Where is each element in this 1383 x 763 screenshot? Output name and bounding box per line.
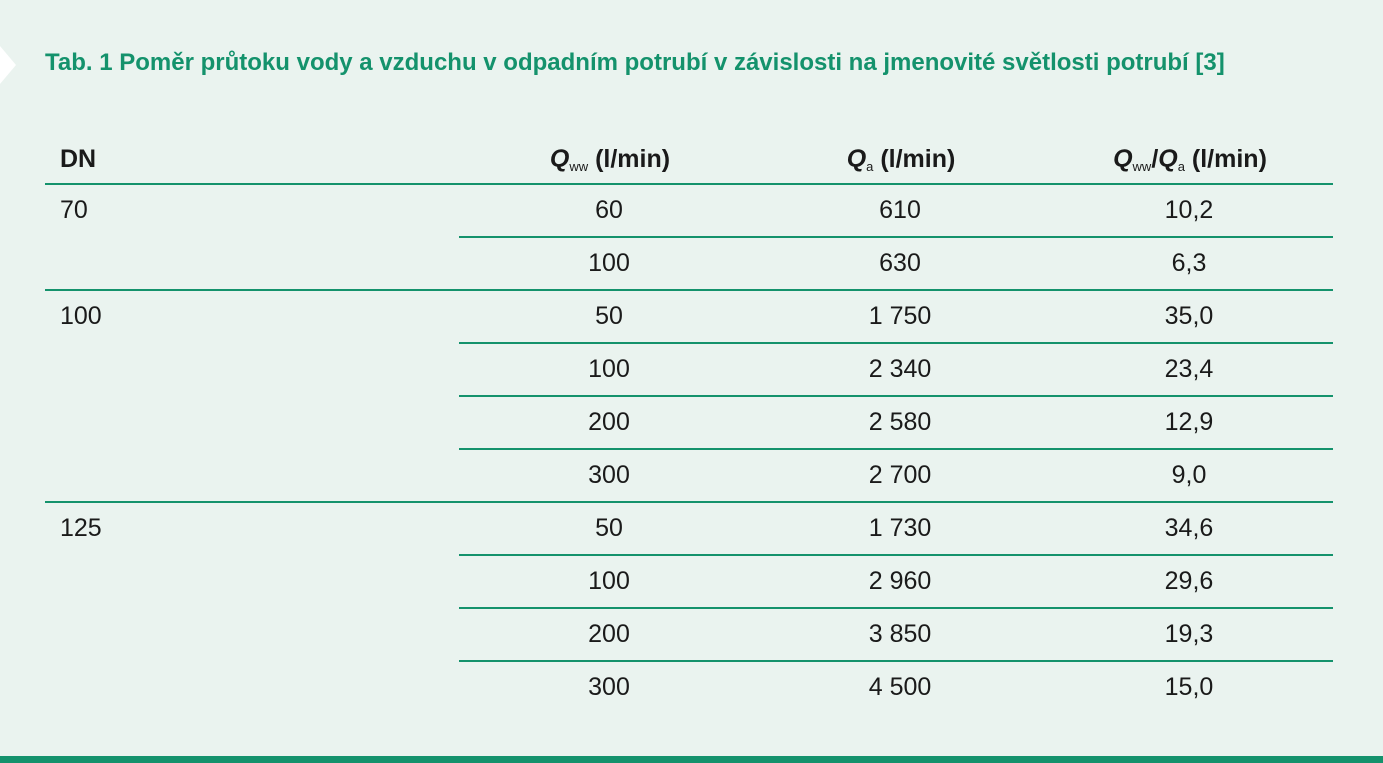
table-row	[459, 236, 1333, 289]
header-qww-unit: (l/min)	[588, 145, 671, 173]
header-ratio-symbol-1: Q	[1113, 145, 1133, 173]
table-row	[459, 448, 1333, 501]
qww-cell: 100	[588, 355, 630, 383]
ratio-cell: 12,9	[1164, 408, 1214, 436]
qww-cell: 100	[588, 567, 630, 595]
header-ratio-subscript-2: a	[1177, 159, 1185, 174]
bottom-accent-bar	[0, 756, 1383, 763]
header-qww-subscript: ww	[569, 159, 589, 174]
flow-ratio-table	[45, 131, 1333, 713]
header-qa-subscript: a	[866, 159, 874, 174]
header-ratio-subscript-1: ww	[1132, 159, 1152, 174]
qa-cell: 1 750	[868, 302, 932, 330]
ratio-cell: 6,3	[1171, 249, 1207, 277]
header-ratio	[1090, 141, 1290, 177]
table-row	[459, 291, 1333, 342]
table-row	[459, 660, 1333, 713]
qa-cell: 630	[879, 249, 921, 277]
qww-cell: 60	[595, 196, 623, 224]
qww-cell: 50	[595, 514, 623, 542]
header-qa-unit: (l/min)	[873, 145, 956, 173]
qww-cell: 50	[595, 302, 623, 330]
qww-cell: 300	[588, 461, 630, 489]
qa-cell: 2 340	[868, 355, 932, 383]
table-row	[459, 395, 1333, 448]
dn-group-70	[45, 185, 1333, 291]
dn-value: 125	[60, 514, 102, 542]
ratio-cell: 10,2	[1164, 196, 1214, 224]
table-row	[459, 503, 1333, 554]
header-ratio-slash: /	[1151, 145, 1159, 173]
table-header-row	[45, 131, 1333, 185]
ratio-cell: 29,6	[1164, 567, 1214, 595]
table-caption: Tab. 1 Poměr průtoku vody a vzduchu v odpadním potrubí v závislosti na jmenovité světlosti potrubí [3]	[45, 49, 1225, 76]
header-qa-symbol: Q	[846, 145, 867, 173]
qa-cell: 2 960	[868, 567, 932, 595]
qa-cell: 610	[879, 196, 921, 224]
qww-cell: 200	[588, 408, 630, 436]
header-ratio-unit: (l/min)	[1184, 145, 1267, 173]
header-qa	[812, 141, 990, 177]
dn-value: 100	[60, 302, 102, 330]
table-row	[459, 185, 1333, 236]
qww-cell: 300	[588, 673, 630, 701]
qa-cell: 2 580	[868, 408, 932, 436]
table-row	[459, 342, 1333, 395]
ratio-cell: 19,3	[1164, 620, 1214, 648]
header-dn: DN	[60, 145, 97, 173]
ratio-cell: 9,0	[1171, 461, 1207, 489]
qa-cell: 4 500	[868, 673, 932, 701]
table-row	[459, 554, 1333, 607]
ratio-cell: 15,0	[1164, 673, 1214, 701]
header-qww-symbol: Q	[549, 145, 570, 173]
table-row	[459, 607, 1333, 660]
qa-cell: 1 730	[868, 514, 932, 542]
header-qww	[535, 141, 685, 177]
header-ratio-symbol-2: Q	[1158, 145, 1178, 173]
qa-cell: 3 850	[868, 620, 932, 648]
caption-marker	[0, 46, 16, 84]
dn-value: 70	[60, 196, 88, 224]
qww-cell: 200	[588, 620, 630, 648]
ratio-cell: 23,4	[1164, 355, 1214, 383]
ratio-cell: 35,0	[1164, 302, 1214, 330]
qww-cell: 100	[588, 249, 630, 277]
dn-group-100	[45, 291, 1333, 503]
dn-group-125	[45, 503, 1333, 713]
ratio-cell: 34,6	[1164, 514, 1214, 542]
qa-cell: 2 700	[868, 461, 932, 489]
